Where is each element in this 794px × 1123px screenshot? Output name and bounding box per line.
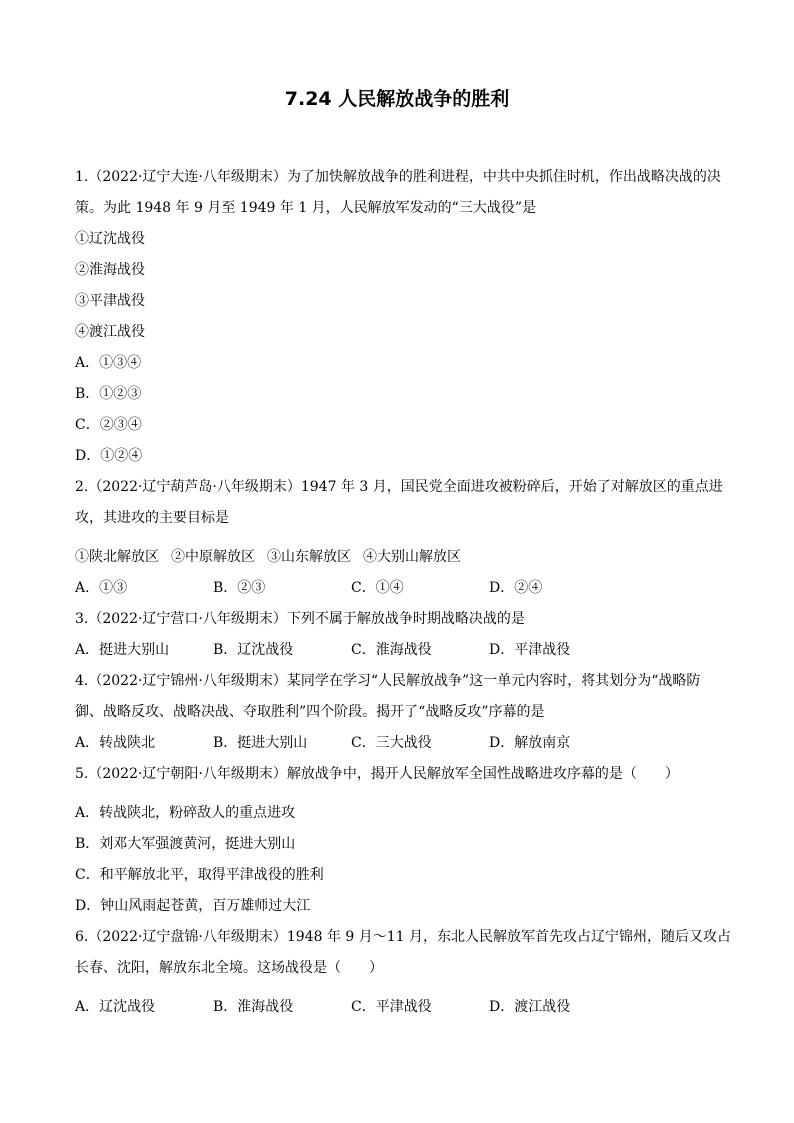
- question-3: [75, 604, 721, 666]
- question-3-option-a: A．挺进大别山: [75, 642, 170, 658]
- question-2-item: ①陕北解放区: [75, 549, 159, 565]
- question-4-option-d: D．解放南京: [489, 735, 571, 751]
- question-2: [75, 472, 721, 604]
- question-3-option-b: B．辽沈战役: [213, 642, 294, 658]
- question-6-option-b: B．淮海战役: [213, 999, 294, 1015]
- question-2-option-a: A．①③: [75, 580, 128, 596]
- question-6-options: [75, 992, 721, 1023]
- question-5-option-c: C．和平解放北平，取得平津战役的胜利: [75, 867, 324, 883]
- question-2-option-c: C．①④: [351, 580, 404, 596]
- question-4: [75, 666, 721, 759]
- question-5-option-d: D．钟山风雨起苍黄，百万雄师过大江: [75, 898, 311, 914]
- question-2-options: [75, 573, 721, 604]
- question-6-option-a: A．辽沈战役: [75, 999, 156, 1015]
- question-1-option-c: C．②③④: [75, 417, 142, 433]
- question-2-item: ②中原解放区: [171, 549, 255, 565]
- question-3-options: [75, 635, 721, 666]
- question-6: [75, 922, 732, 1023]
- question-2-item: ④大别山解放区: [363, 549, 461, 565]
- question-1-item: ④渡江战役: [75, 324, 145, 340]
- question-4-stem-line-1: 4.（2022·辽宁锦州·八年级期末）某同学在学习“人民解放战争”这一单元内容时，将其划分为“战略防: [75, 673, 701, 689]
- question-list: [75, 162, 732, 1023]
- question-1-stem-line-2: 策。为此 1948 年 9 月至 1949 年 1 月，人民解放军发动的“三大战役”是: [75, 200, 536, 216]
- question-2-item: ③山东解放区: [267, 549, 351, 565]
- question-1-stem-line-1: 1.（2022·辽宁大连·八年级期末）为了加快解放战争的胜利进程，中共中央抓住时机，作出战略决战的决: [75, 169, 721, 185]
- question-6-stem-line-1: 6.（2022·辽宁盘锦·八年级期末）1948 年 9 月～11 月，东北人民解放军首先攻占辽宁锦州，随后又攻占: [75, 929, 732, 945]
- question-1-item: ②淮海战役: [75, 262, 145, 278]
- question-6-stem-line-2: 长春、沈阳，解放东北全境。这场战役是（ ）: [75, 960, 383, 976]
- question-2-stem-line-1: 2.（2022·辽宁葫芦岛·八年级期末）1947 年 3 月，国民党全面进攻被粉碎后，开始了对解放区的重点进: [75, 479, 723, 495]
- question-1: [75, 162, 721, 472]
- question-1-item: ③平津战役: [75, 293, 145, 309]
- question-5-option-a: A．转战陕北，粉碎敌人的重点进攻: [75, 805, 296, 821]
- question-2-option-d: D．②④: [489, 580, 543, 596]
- question-1-option-d: D．①②④: [75, 448, 143, 464]
- question-5-option-b: B．刘邓大军强渡黄河，挺进大别山: [75, 836, 296, 852]
- question-3-option-d: D．平津战役: [489, 642, 571, 658]
- question-6-option-c: C．平津战役: [351, 999, 432, 1015]
- question-5: [75, 759, 721, 922]
- question-4-stem-line-2: 御、战略反攻、战略决战、夺取胜利”四个阶段。揭开了“战略反攻”序幕的是: [75, 704, 545, 720]
- question-2-stem-line-2: 攻，其进攻的主要目标是: [75, 510, 229, 526]
- question-1-option-b: B．①②③: [75, 386, 142, 402]
- question-2-items: [75, 542, 721, 573]
- question-4-option-a: A．转战陕北: [75, 735, 156, 751]
- question-2-option-b: B．②③: [213, 580, 266, 596]
- question-1-item: ①辽沈战役: [75, 231, 145, 247]
- question-4-option-c: C．三大战役: [351, 735, 432, 751]
- question-3-stem-line-1: 3.（2022·辽宁营口·八年级期末）下列不属于解放战争时期战略决战的是: [75, 611, 525, 627]
- page-title: 7.24 人民解放战争的胜利: [284, 88, 510, 110]
- question-1-option-a: A．①③④: [75, 355, 142, 371]
- question-3-option-c: C．淮海战役: [351, 642, 432, 658]
- question-4-options: [75, 728, 721, 759]
- question-6-option-d: D．渡江战役: [489, 999, 571, 1015]
- question-4-option-b: B．挺进大别山: [213, 735, 308, 751]
- question-5-stem-line-1: 5.（2022·辽宁朝阳·八年级期末）解放战争中，揭开人民解放军全国性战略进攻序幕的是（ ）: [75, 766, 679, 782]
